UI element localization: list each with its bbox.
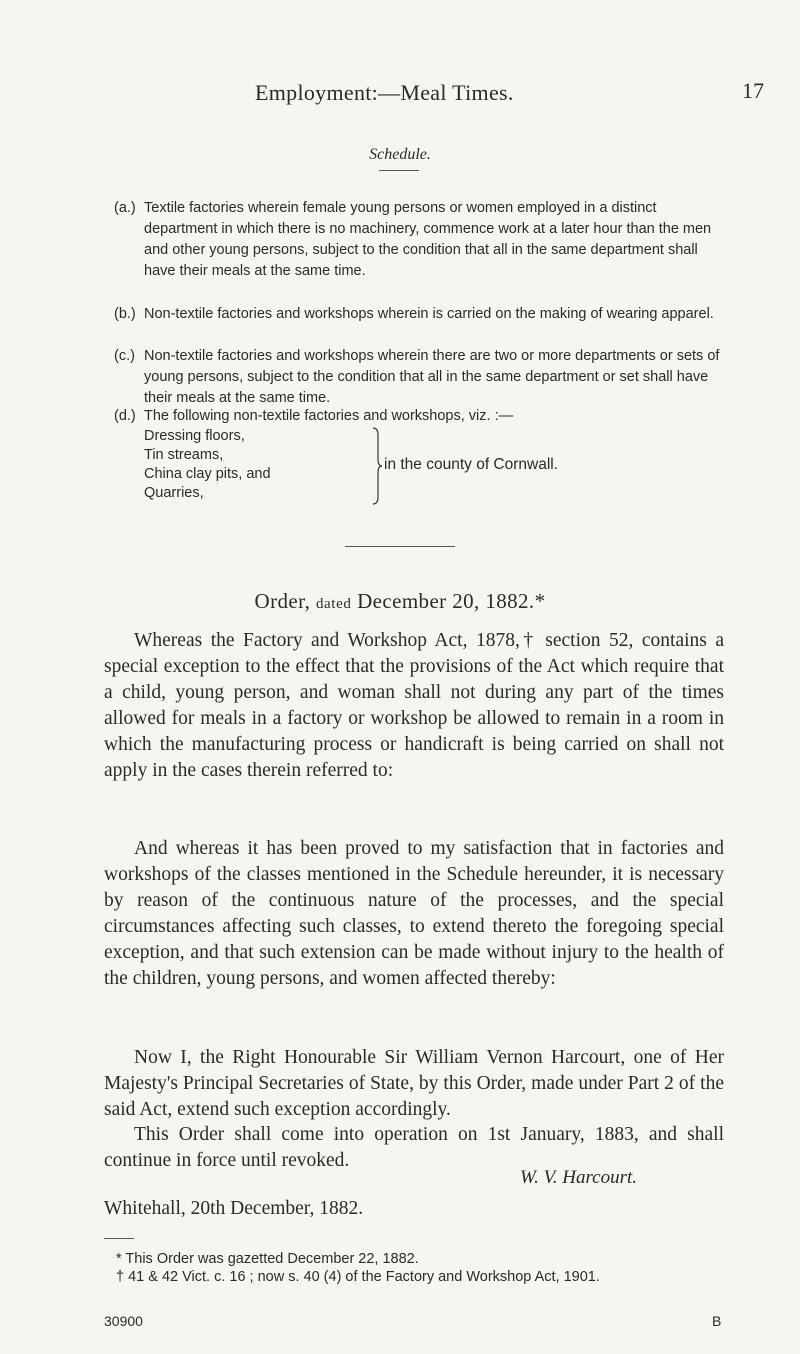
paragraph-operation: This Order shall come into operation on 1st January, 1883, and shall continue in force until revoked. xyxy=(104,1124,724,1171)
schedule-item-label: (b.) xyxy=(114,306,136,322)
schedule-item-d xyxy=(114,406,724,427)
list-item: Quarries, xyxy=(144,485,204,501)
schedule-item-text: The following non-textile factories and workshops, viz. :— xyxy=(144,408,514,424)
list-item: China clay pits, and xyxy=(144,466,271,482)
order-paragraph xyxy=(104,1045,724,1123)
footnote-divider xyxy=(104,1238,134,1239)
schedule-item-label: (c.) xyxy=(114,348,135,364)
place-date: Whitehall, 20th December, 1882. xyxy=(104,1198,364,1219)
signature-mark: B xyxy=(712,1313,722,1329)
order-date: December 20, 1882.* xyxy=(357,589,546,613)
schedule-divider xyxy=(379,170,419,171)
list-item: Tin streams, xyxy=(144,447,224,463)
footnote xyxy=(104,1250,724,1286)
order-dated: dated xyxy=(315,596,352,612)
order-word: Order, xyxy=(254,589,311,613)
cornwall-list-suffix: in the county of Cornwall. xyxy=(384,456,559,473)
schedule-item-label: (a.) xyxy=(114,200,136,216)
schedule-item-text: Non-textile factories and workshops wherein there are two or more departments or sets of young persons, subject to the condition that all in the same department or set shall have their meals at the same time. xyxy=(144,348,720,406)
page-number: 17 xyxy=(742,78,764,103)
footnote-gazette: * This Order was gazetted December 22, 1882. xyxy=(116,1251,419,1267)
paragraph-and-whereas: And whereas it has been proved to my satisfaction that in factories and workshops of the classes mentioned in the Schedule hereunder, it is necessary by reason of the continuous nature of the processes, and the special circumstances affecting such classes, to extend thereto the foregoing special exception, and that such extension can be made without injury to the health of the children, young persons, and women affected thereby: xyxy=(104,838,724,989)
footnote-statute: † 41 & 42 Vict. c. 16 ; now s. 40 (4) of the Factory and Workshop Act, 1901. xyxy=(116,1269,600,1285)
schedule-item-a xyxy=(114,198,724,282)
right-brace-icon xyxy=(372,427,382,505)
paragraph-now: Now I, the Right Honourable Sir William Vernon Harcourt, one of Her Majesty's Principal Secretaries of State, by this Order, made under Part 2 of the said Act, extend such exception accordingly. xyxy=(104,1047,724,1120)
running-title: Employment:—Meal Times. xyxy=(255,80,514,105)
cornwall-list-items xyxy=(144,427,271,503)
print-code: 30900 xyxy=(104,1313,143,1329)
schedule-item-c xyxy=(114,346,724,409)
signature: W. V. Harcourt. xyxy=(520,1167,638,1188)
section-divider xyxy=(345,546,455,547)
paragraph-whereas: Whereas the Factory and Workshop Act, 1878,† section 52, contains a special exception to the effect that the provisions of the Act which require that a child, young person, and woman shall not during any part of the times allowed for meals in a factory or workshop be allowed to remain in a room in which the manufacturing process or handicraft is being carried on shall not apply in the cases therein referred to: xyxy=(104,630,724,781)
order-paragraph xyxy=(104,836,724,992)
order-paragraph xyxy=(104,628,724,784)
schedule-item-b xyxy=(114,304,724,325)
cornwall-list xyxy=(144,427,744,511)
order-heading xyxy=(0,589,800,614)
schedule-item-text: Textile factories wherein female young persons or women employed in a distinct department in which there is no machinery, commence work at a later hour than the men and other young persons, subject to the condition that all in the same department shall have their meals at the same time. xyxy=(144,200,712,279)
list-item: Dressing floors, xyxy=(144,428,245,444)
schedule-item-label: (d.) xyxy=(114,408,136,424)
schedule-title: Schedule. xyxy=(369,146,431,163)
schedule-item-text: Non-textile factories and workshops wherein is carried on the making of wearing apparel. xyxy=(144,306,714,322)
